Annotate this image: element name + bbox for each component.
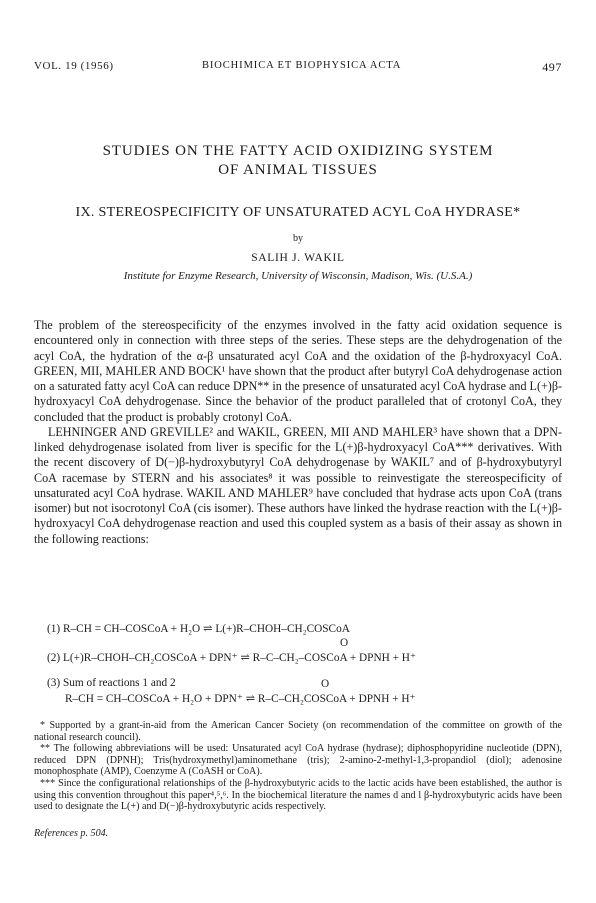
article-title-line-1: STUDIES ON THE FATTY ACID OXIDIZING SYSTEM bbox=[102, 143, 494, 159]
article-subtitle: IX. STEREOSPECIFICITY OF UNSATURATED ACYL CoA HYDRASE* bbox=[75, 205, 521, 220]
footnote-2: ** The following abbreviations will be used: Unsaturated acyl CoA hydrase (hydrase); diphosphopyridine nucleotide (DPN), reduced DPN (DPNH); Tris(hydroxymethyl)aminomethane (tris); 2-amino-2-methyl-1,3-propandiol (diol); adenosine monophosphate (AMP), Coenzyme A (CoASH or CoA). bbox=[34, 743, 562, 778]
equation-3-oxo: O bbox=[321, 678, 330, 690]
equation-1 bbox=[47, 622, 350, 649]
equation-3 bbox=[65, 692, 416, 705]
footnote-3: *** Since the configurational relationships of the β-hydroxybutyric acids to the lactic acids have been established, the author is using this convention throughout this paper⁴,⁵,⁶. In the biochemical literature the names d and l β-hydroxybutyric acids have been used to designate the L(+) and D(−)β-hydroxybutyric acids respectively. bbox=[34, 777, 562, 813]
references-note: References p. 504. bbox=[34, 828, 109, 839]
equation-1-text: (1) R–CH = CH–COSCoA + H₂O ⇌ L(+)R–CHOH–CH₂COSCoA bbox=[47, 623, 350, 635]
page-number: 497 bbox=[542, 60, 562, 74]
equation-3-text: R–CH = CH–COSCoA + H₂O + DPN⁺ ⇌ R–C–CH₂COSCoA + DPNH + H⁺ bbox=[65, 693, 416, 705]
running-header bbox=[34, 60, 562, 76]
equation-2 bbox=[47, 651, 416, 664]
author-name: SALIH J. WAKIL bbox=[251, 252, 345, 264]
body-paragraph-2: LEHNINGER AND GREVILLE² and WAKIL, GREEN, MII AND MAHLER³ have shown that a DPN-linked dehydrogenase isolated from liver is specific for the L(+)β-hydroxyacyl CoA*** derivatives. With the recent discovery of D(−)β-hydroxybutyryl CoA dehydrogenase by WAKIL⁷ and of β-hydroxybutyryl CoA racemase by STERN and his associates⁸ it was possible to reinvestigate the stereospecificity of unsaturated acyl CoA hydrase. WAKIL AND MAHLER⁹ have concluded that hydrase acts upon CoA (trans isomer) but not isocrotonyl CoA (cis isomer). These authors have linked the hydrase reaction with the L(+)β-hydroxyacyl CoA dehydrogenase reaction and used this coupled system as a basis of their assay as shown in the following reactions: bbox=[34, 424, 562, 546]
footnote-1: * Supported by a grant-in-aid from the American Cancer Society (on recommendation of the committee on growth of the national research council). bbox=[34, 720, 562, 743]
footnotes bbox=[34, 720, 562, 813]
equation-3-label: (3) Sum of reactions 1 and 2 bbox=[47, 677, 176, 689]
equation-2-oxo: O bbox=[340, 637, 349, 649]
article-body bbox=[34, 318, 562, 547]
equation-2-text: (2) L(+)R–CHOH–CH₂COSCoA + DPN⁺ ⇌ R–C–CH₂–COSCoA + DPNH + H⁺ bbox=[47, 652, 416, 664]
body-paragraph-1: The problem of the stereospecificity of the enzymes involved in the fatty acid oxidation sequence is encountered only in connection with three steps of the series. These steps are the dehydrogenation of the acyl CoA, the hydration of the α-β unsaturated acyl CoA and the oxidation of the β-hydroxyacyl CoA. GREEN, MII, MAHLER AND BOCK¹ have shown that the product after butyryl CoA dehydrogenase action on a saturated fatty acyl CoA can reduce DPN** in the presence of unsaturated acyl CoA hydrase and L(+)β-hydroxyacyl CoA dehydrogenase. Since the behavior of the product paralleled that of crotonyl CoA, they concluded that the product is probably crotonyl CoA. bbox=[34, 318, 562, 424]
journal-name: BIOCHIMICA ET BIOPHYSICA ACTA bbox=[202, 60, 402, 71]
volume-label: VOL. 19 (1956) bbox=[34, 60, 114, 72]
author-affiliation: Institute for Enzyme Research, University of Wisconsin, Madison, Wis. (U.S.A.) bbox=[123, 270, 473, 282]
article-title-line-2: OF ANIMAL TISSUES bbox=[218, 162, 378, 178]
byline-by: by bbox=[293, 233, 303, 244]
